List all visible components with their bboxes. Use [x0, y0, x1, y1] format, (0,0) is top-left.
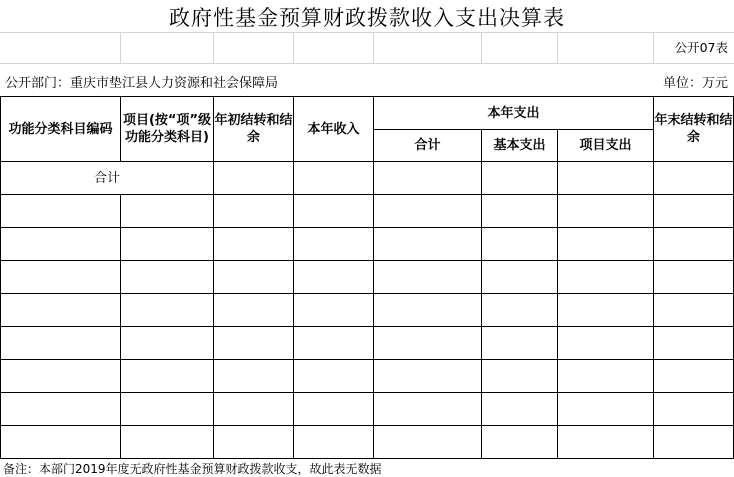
header-begin-balance: 年初结转和结余: [214, 97, 294, 162]
total-row-label: 合计: [1, 162, 214, 195]
header-income: 本年收入: [294, 97, 374, 162]
header-basic: 基本支出: [482, 130, 558, 162]
table-row: [1, 261, 734, 294]
table-row-total: [1, 162, 734, 195]
header-func-code: 功能分类科目编码: [1, 97, 121, 162]
header-item: 项目(按“项”级功能分类科目): [121, 97, 214, 162]
table-row: [1, 294, 734, 327]
table-row: [1, 327, 734, 360]
table-cell: [294, 162, 374, 195]
header-total: 合计: [374, 130, 482, 162]
table-row: [1, 195, 734, 228]
department-label: 公开部门：重庆市垫江县人力资源和社会保障局: [5, 76, 279, 91]
header-end-balance: 年末结转和结余: [654, 97, 734, 162]
header-expenditure: 本年支出: [374, 97, 654, 130]
header-project: 项目支出: [558, 130, 654, 162]
table-cell: [654, 162, 734, 195]
table-row: [1, 426, 734, 459]
form-code: 公开07表: [674, 40, 728, 55]
budget-table: [0, 96, 734, 459]
table-cell: [482, 162, 558, 195]
unit-label: 单位：万元: [662, 76, 728, 91]
table-row: [1, 360, 734, 393]
page-title: 政府性基金预算财政拨款收入支出决算表: [169, 6, 565, 30]
table-cell: [558, 162, 654, 195]
table-cell: [374, 162, 482, 195]
footnote: 备注：本部门2019年度无政府性基金预算财政拨款收支，故此表无数据: [3, 462, 382, 476]
table-row: [1, 393, 734, 426]
table-row: [1, 228, 734, 261]
table-cell: [214, 162, 294, 195]
